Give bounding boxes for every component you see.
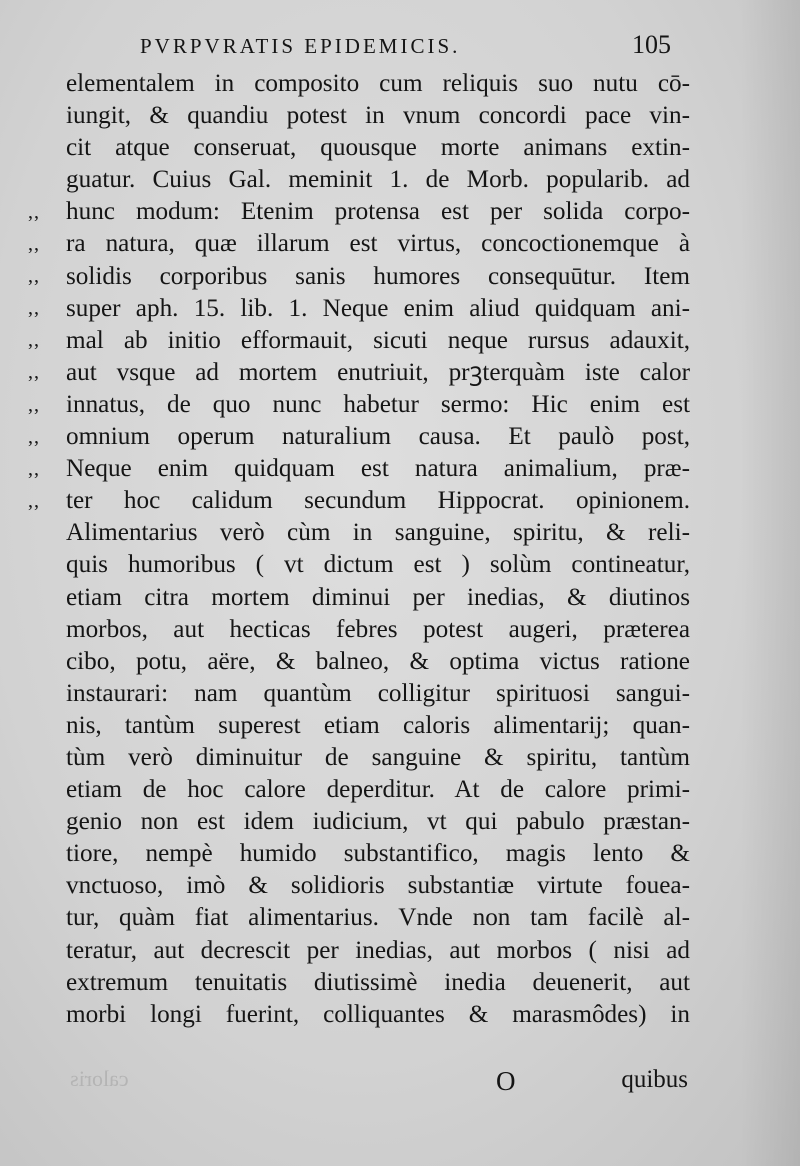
- quotation-mark: ,,: [28, 457, 40, 480]
- text-line: Neque enim quidquam est natura animalium, præ-: [66, 455, 690, 483]
- text-line: ter hoc calidum secundum Hippocrat. opinionem.: [66, 487, 690, 515]
- page-footer: [66, 1066, 690, 1100]
- signature-mark: O: [496, 1066, 516, 1096]
- text-line: quis humoribus ( vt dictum est ) solùm contineatur,: [66, 551, 690, 579]
- text-line: ra natura, quæ illarum est virtus, concoctionemque à: [66, 230, 690, 258]
- running-head: PVRPVRATIS EPIDEMICIS.: [140, 34, 461, 58]
- text-line: cibo, potu, aëre, & balneo, & optima victus ratione: [66, 647, 690, 675]
- text-line: cit atque conseruat, quousque morte animans extin-: [66, 134, 690, 162]
- text-line: extremum tenuitatis diutissimè inedia deuenerit, aut: [66, 968, 690, 996]
- text-line: morbi longi fuerint, colliquantes & marasmôdes) in: [66, 1000, 690, 1028]
- text-line: iungit, & quandiu potest in vnum concordi pace vin-: [66, 102, 690, 130]
- page-edge-shadow: [740, 0, 800, 1166]
- text-line: elementalem in composito cum reliquis suo nutu cō-: [66, 70, 690, 97]
- text-line: omnium operum naturalium causa. Et paulò post,: [66, 423, 690, 451]
- text-line: etiam citra mortem diminui per inedias, & diutinos: [66, 583, 690, 611]
- quotation-mark: ,,: [28, 297, 40, 320]
- body-text: [66, 68, 690, 1031]
- quotation-mark: ,,: [28, 265, 40, 288]
- text-line: solidis corporibus sanis humores consequūtur. Item: [66, 262, 690, 290]
- page-number: 105: [632, 30, 671, 59]
- quotation-mark: ,,: [28, 201, 40, 223]
- text-line: innatus, de quo nunc habetur sermo: Hic enim est: [66, 390, 690, 418]
- quotation-marks-column: [28, 196, 40, 517]
- text-line: nis, tantùm superest etiam caloris alimentarij; quan-: [66, 711, 690, 739]
- text-line: morbos, aut hecticas febres potest augeri, præterea: [66, 615, 690, 643]
- text-line: tur, quàm fiat alimentarius. Vnde non tam facilè al-: [66, 904, 690, 932]
- show-through-text: caloris: [70, 1066, 129, 1091]
- text-line: instaurari: nam quantùm colligitur spirituosi sangui-: [66, 679, 690, 707]
- text-line: mal ab initio efformauit, sicuti neque rursus adauxit,: [66, 326, 690, 354]
- text-line: hunc modum: Etenim protensa est per solida corpo-: [66, 198, 690, 226]
- text-line: genio non est idem iudicium, vt qui pabulo præstan-: [66, 808, 690, 836]
- quotation-mark: ,,: [28, 425, 40, 448]
- text-line: tùm verò diminuitur de sanguine & spiritu, tantùm: [66, 743, 690, 771]
- quotation-mark: ,,: [28, 329, 40, 352]
- quotation-mark: ,,: [28, 361, 40, 384]
- catchword: quibus: [621, 1066, 688, 1093]
- quotation-mark: ,,: [28, 233, 40, 256]
- text-line: tiore, nempè humido substantifico, magis lento &: [66, 840, 690, 868]
- text-line: super aph. 15. lib. 1. Neque enim aliud quidquam ani-: [66, 294, 690, 322]
- text-line: teratur, aut decrescit per inedias, aut morbos ( nisi ad: [66, 936, 690, 964]
- quotation-mark: ,,: [28, 489, 40, 512]
- text-line: aut vsque ad mortem enutriuit, prꝫterquàm iste calor: [66, 358, 690, 386]
- text-line: guatur. Cuius Gal. meminit 1. de Morb. popularib. ad: [66, 166, 690, 194]
- text-line: etiam de hoc calore deperditur. At de calore primi-: [66, 776, 690, 804]
- text-line: vnctuoso, imò & solidioris substantiæ virtute fouea-: [66, 872, 690, 900]
- text-line: Alimentarius verò cùm in sanguine, spiritu, & reli-: [66, 519, 690, 547]
- quotation-mark: ,,: [28, 393, 40, 416]
